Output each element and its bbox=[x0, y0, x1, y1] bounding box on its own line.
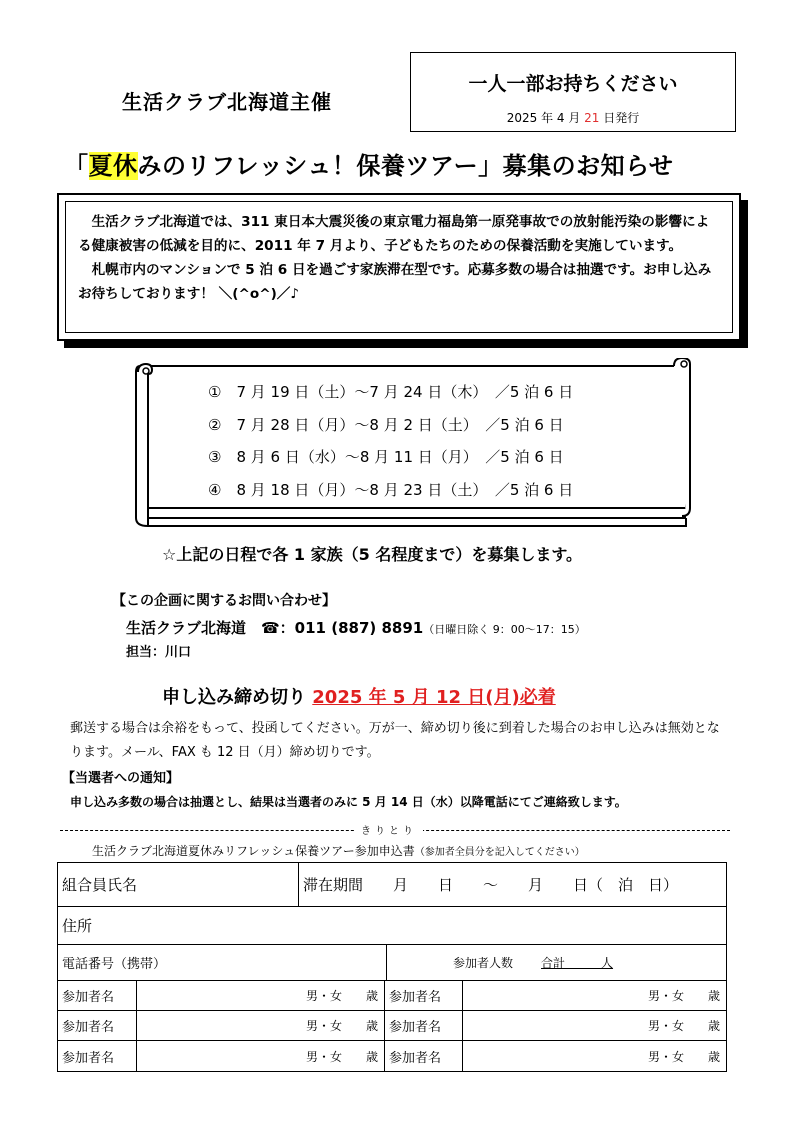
phone-field[interactable] bbox=[58, 945, 386, 980]
issue-date bbox=[411, 109, 735, 126]
gender-age: 男・女 歳 bbox=[647, 989, 720, 1003]
issue-date-prefix: 2025 年 4 月 bbox=[506, 111, 585, 125]
form-row-member bbox=[58, 863, 726, 907]
participant-label: 参加者名 bbox=[62, 1050, 115, 1066]
gender-age: 男・女 歳 bbox=[647, 1019, 720, 1033]
gender-age: 男・女 歳 bbox=[305, 1019, 378, 1033]
schedule-item: ③ 8 月 6 日（水）～8 月 11 日（月） ／5 泊 6 日 bbox=[208, 448, 564, 466]
deadline bbox=[162, 683, 556, 709]
notice-heading: 【当選者への通知】 bbox=[62, 771, 180, 786]
intro-paragraph-1: 生活クラブ北海道では、311 東日本大震災後の東京電力福島第一原発事故での放射能汚染の影響による健康被害の低減を目的に、2011 年 7 月より、子どもたちのための保養活動を実施しています。 bbox=[78, 214, 710, 254]
schedule-item: ② 7 月 28 日（月）～8 月 2 日（土） ／5 泊 6 日 bbox=[208, 415, 564, 434]
participant-name-field[interactable] bbox=[136, 1011, 384, 1040]
contact-heading: 【この企画に関するお問い合わせ】 bbox=[112, 593, 336, 609]
participant-label: 参加者名 bbox=[384, 981, 462, 1010]
schedule-list bbox=[208, 376, 573, 506]
intro-box bbox=[57, 193, 741, 341]
form-title-sub: （参加者全員分を記入してください） bbox=[414, 847, 585, 858]
stay-period-field[interactable] bbox=[298, 863, 726, 906]
participant-name-field[interactable] bbox=[462, 1011, 726, 1040]
form-title bbox=[92, 842, 585, 859]
schedule-item: ① 7 月 19 日（土）～7 月 24 日（木） ／5 泊 6 日 bbox=[208, 383, 574, 401]
notice-text: 申し込み多数の場合は抽選とし、結果は当選者のみに 5 月 14 日（水）以降電話にてご連絡致します。 bbox=[70, 795, 627, 809]
address-label: 住所 bbox=[62, 917, 93, 935]
participant-name-field[interactable] bbox=[462, 981, 726, 1010]
participant-label: 参加者名 bbox=[62, 990, 115, 1005]
participant-total: 合計 人 bbox=[541, 956, 614, 970]
title-highlight: 夏休 bbox=[88, 152, 138, 180]
participant-label: 参加者名 bbox=[384, 1011, 462, 1040]
deadline-date: 2025 年 5 月 12 日(月)必着 bbox=[312, 687, 556, 708]
gender-age: 男・女 歳 bbox=[305, 1049, 378, 1064]
mail-note: 郵送する場合は余裕をもって、投函してください。万が一、締め切り後に到着した場合のお申し込みは無効となります。メール、FAX も 12 日（月）締め切りです。 bbox=[70, 721, 720, 760]
participant-name-field[interactable] bbox=[136, 981, 384, 1010]
intro-paragraph-2: 札幌市内のマンションで 5 泊 6 日を過ごす家族滞在型です。応募多数の場合は抽選です。お申し込みお待ちしております！ ＼(^o^)／♪ bbox=[78, 262, 712, 302]
form-row-participants bbox=[58, 1011, 726, 1041]
contact-hours: （日曜日除く 9：00～17：15） bbox=[423, 623, 586, 636]
form-row-participants bbox=[58, 1041, 726, 1071]
gender-age: 男・女 歳 bbox=[647, 1049, 720, 1064]
participant-count-label: 参加者人数 bbox=[453, 956, 514, 970]
form-row-phone bbox=[58, 945, 726, 981]
handout-title: 一人一部お持ちください bbox=[468, 73, 678, 95]
participant-label: 参加者名 bbox=[384, 1041, 462, 1071]
issue-day: 21 bbox=[584, 111, 600, 125]
form-title-main: 生活クラブ北海道夏休みリフレッシュ保養ツアー参加申込書 bbox=[92, 844, 415, 858]
title-prefix: 「 bbox=[64, 152, 89, 180]
stay-period-label: 滞在期間 月 日 ～ 月 日（ 泊 日） bbox=[303, 876, 679, 894]
gender-age: 男・女 歳 bbox=[305, 989, 378, 1003]
form-row-participants bbox=[58, 981, 726, 1011]
issue-date-suffix: 日発行 bbox=[599, 111, 640, 125]
intro-inner bbox=[65, 201, 733, 333]
application-form bbox=[57, 862, 727, 1072]
contact-line bbox=[126, 617, 586, 638]
participant-name-field[interactable] bbox=[136, 1041, 384, 1071]
cut-label: きりとり bbox=[355, 822, 423, 837]
handout-box bbox=[410, 52, 736, 132]
contact-org-phone: 生活クラブ北海道 ☎：011 (887) 8891 bbox=[126, 619, 424, 637]
phone-label: 電話番号（携帯） bbox=[62, 957, 167, 972]
organizer: 生活クラブ北海道主催 bbox=[122, 90, 332, 114]
participant-name-field[interactable] bbox=[462, 1041, 726, 1071]
schedule-item: ④ 8 月 18 日（月）～8 月 23 日（土） ／5 泊 6 日 bbox=[208, 480, 574, 499]
member-name-field[interactable] bbox=[58, 863, 298, 906]
page-title bbox=[64, 146, 673, 181]
participant-label: 参加者名 bbox=[62, 1020, 115, 1035]
form-row-address bbox=[58, 907, 726, 945]
recruit-note: ☆上記の日程で各 1 家族（5 名程度まで）を募集します。 bbox=[162, 545, 583, 564]
title-rest: みのリフレッシュ！保養ツアー」募集のお知らせ bbox=[137, 152, 674, 180]
address-field[interactable] bbox=[58, 907, 726, 944]
deadline-label: 申し込み締め切り bbox=[162, 687, 313, 708]
contact-person: 担当：川口 bbox=[126, 645, 192, 660]
participant-count-field[interactable] bbox=[386, 945, 726, 980]
member-name-label: 組合員氏名 bbox=[62, 876, 138, 894]
